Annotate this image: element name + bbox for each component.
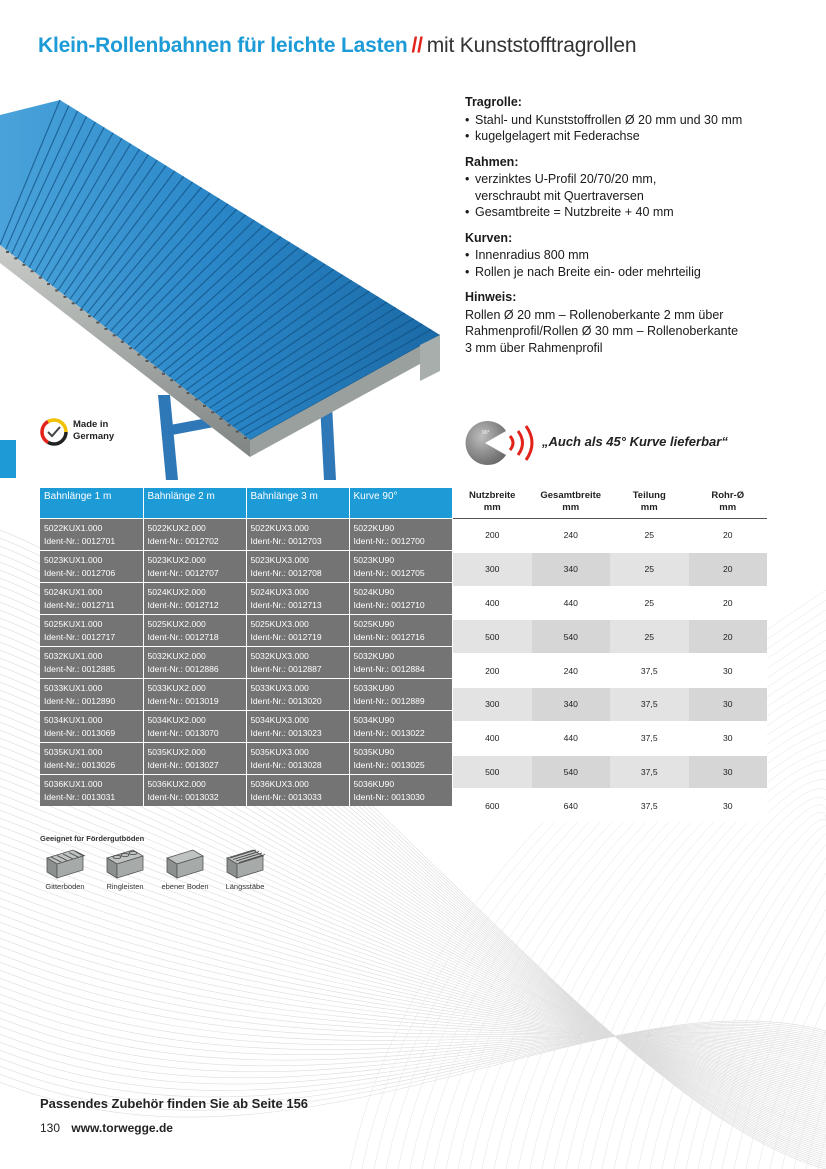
dimension-cell: 30 [689, 654, 768, 688]
article-cell [246, 775, 349, 807]
ident-number: Ident-Nr.: 0013031 [44, 791, 116, 802]
article-number: 5024KUX2.000 [147, 587, 206, 597]
conveyor-base-label: Gitterboden [45, 882, 85, 891]
dimension-cell: 300 [453, 552, 532, 586]
conveyor-base-item [36, 846, 94, 896]
page-footer [40, 1121, 173, 1135]
article-cell [349, 679, 452, 711]
dimension-cell: 37,5 [610, 755, 689, 789]
frame-hole [195, 399, 198, 401]
table-row [453, 586, 767, 620]
ident-number: Ident-Nr.: 0013025 [353, 759, 425, 770]
article-number: 5025KUX3.000 [250, 619, 309, 629]
article-cell [143, 583, 246, 615]
article-cell [246, 743, 349, 775]
col-header: Gesamtbreite mm [532, 488, 611, 519]
ident-number: Ident-Nr.: 0012701 [44, 535, 116, 546]
dimension-cell: 37,5 [610, 721, 689, 755]
dimension-cell: 500 [453, 755, 532, 789]
article-number: 5024KUX1.000 [44, 587, 103, 597]
table-row [453, 620, 767, 654]
article-number: 5034KUX2.000 [147, 715, 206, 725]
table-row [453, 552, 767, 586]
dimension-cell: 240 [532, 519, 611, 553]
article-number: 5034KU90 [353, 715, 395, 725]
website-link[interactable]: www.torwegge.de [71, 1121, 173, 1135]
spec-bullet: • Stahl- und Kunststoffrollen Ø 20 mm und 30 mm [465, 112, 810, 129]
dimension-cell: 300 [453, 687, 532, 721]
article-cell [40, 519, 143, 551]
col-header: Bahnlänge 3 m [246, 488, 349, 519]
article-number: 5035KU90 [353, 747, 395, 757]
ident-number: Ident-Nr.: 0012702 [147, 535, 219, 546]
article-cell [349, 583, 452, 615]
article-number: 5023KU90 [353, 555, 395, 565]
frame-hole [146, 360, 149, 362]
frame-hole [88, 315, 91, 317]
dimension-cell: 37,5 [610, 654, 689, 688]
table-row [453, 687, 767, 721]
article-cell [349, 551, 452, 583]
article-number: 5036KUX2.000 [147, 779, 206, 789]
article-number: 5022KUX2.000 [147, 523, 206, 533]
spec-note: Rollen Ø 20 mm – Rollenoberkante 2 mm über Rahmenprofil/Rollen Ø 30 mm – Rollenoberkante 3 mm über Rahmenprofil [465, 307, 739, 355]
article-cell [40, 647, 143, 679]
article-number: 5025KUX1.000 [44, 619, 103, 629]
article-cell [40, 775, 143, 807]
table-row [453, 721, 767, 755]
table-row [453, 755, 767, 789]
spec-heading: Tragrolle: [465, 95, 522, 109]
dimension-cell: 25 [610, 519, 689, 553]
article-number: 5023KUX1.000 [44, 555, 103, 565]
table-row [40, 551, 452, 583]
col-header: Rohr-Ø mm [689, 488, 768, 519]
ident-number: Ident-Nr.: 0013033 [250, 791, 322, 802]
ident-number: Ident-Nr.: 0013030 [353, 791, 425, 802]
ident-number: Ident-Nr.: 0012712 [147, 599, 219, 610]
article-number: 5025KU90 [353, 619, 395, 629]
ident-number: Ident-Nr.: 0012886 [147, 663, 219, 674]
ident-number: Ident-Nr.: 0013022 [353, 727, 425, 738]
col-header: Bahnlänge 1 m [40, 488, 143, 519]
article-cell [40, 551, 143, 583]
ident-number: Ident-Nr.: 0012703 [250, 535, 322, 546]
article-table-header-row [40, 488, 452, 519]
spec-bullet: • kugelgelagert mit Federachse [465, 128, 810, 145]
frame-hole [80, 309, 83, 311]
spec-block-kurven [465, 230, 810, 281]
article-number: 5035KUX1.000 [44, 747, 103, 757]
article-cell [349, 775, 452, 807]
article-cell [143, 551, 246, 583]
article-cell [143, 711, 246, 743]
dimension-cell: 20 [689, 552, 768, 586]
article-cell [349, 743, 452, 775]
frame-hole [96, 322, 99, 324]
article-number: 5032KUX1.000 [44, 651, 103, 661]
article-cell [246, 615, 349, 647]
article-cell [349, 615, 452, 647]
ident-number: Ident-Nr.: 0012887 [250, 663, 322, 674]
ident-number: Ident-Nr.: 0013069 [44, 727, 116, 738]
frame-hole [63, 296, 66, 298]
ident-number: Ident-Nr.: 0012885 [44, 663, 116, 674]
dimension-cell: 440 [532, 721, 611, 755]
ident-number: Ident-Nr.: 0012700 [353, 535, 425, 546]
longitudinal-bars-icon [223, 846, 267, 880]
conveyor-base-item [96, 846, 154, 896]
dimension-cell: 540 [532, 620, 611, 654]
dimension-cell: 340 [532, 687, 611, 721]
article-number: 5036KUX1.000 [44, 779, 103, 789]
article-cell [349, 647, 452, 679]
article-number: 5022KUX1.000 [44, 523, 103, 533]
frame-hole [228, 424, 231, 426]
ident-number: Ident-Nr.: 0012889 [353, 695, 425, 706]
article-number: 5033KUX2.000 [147, 683, 206, 693]
table-row [453, 519, 767, 553]
article-cell [349, 519, 452, 551]
ident-number: Ident-Nr.: 0012705 [353, 567, 425, 578]
dimension-cell: 20 [689, 519, 768, 553]
article-cell [349, 711, 452, 743]
spec-block-rahmen [465, 154, 810, 221]
dimension-table [453, 488, 767, 822]
article-cell [143, 679, 246, 711]
frame-hole [178, 386, 181, 388]
grid-floor-icon [43, 846, 87, 880]
dimension-cell: 30 [689, 687, 768, 721]
article-number-table [40, 488, 452, 806]
article-number: 5023KUX3.000 [250, 555, 309, 565]
made-in-germany-badge [38, 416, 148, 446]
dimension-cell: 30 [689, 721, 768, 755]
conveyor-base-label: ebener Boden [161, 882, 209, 891]
table-row [40, 583, 452, 615]
badge-line1: Made in [73, 419, 109, 430]
dimension-cell: 30 [689, 789, 768, 822]
spec-block-tragrolle [465, 94, 810, 145]
ident-number: Ident-Nr.: 0012706 [44, 567, 116, 578]
frame-hole [121, 341, 124, 343]
frame-hole [47, 283, 50, 285]
title-main: Klein-Rollenbahnen für leichte Lasten [38, 34, 408, 57]
frame-hole [6, 251, 9, 253]
article-cell [246, 679, 349, 711]
frame-hole [113, 334, 116, 336]
article-cell [40, 711, 143, 743]
table-row [40, 647, 452, 679]
dimension-cell: 540 [532, 755, 611, 789]
dimension-cell: 200 [453, 519, 532, 553]
ident-number: Ident-Nr.: 0012711 [44, 599, 115, 610]
conveyor-bases-title: Geeignet für Fördergutböden [40, 834, 145, 843]
frame-hole [219, 418, 222, 420]
conveyor-base-item [216, 846, 274, 896]
article-number: 5033KUX1.000 [44, 683, 103, 693]
title-sub: mit Kunststofftragrollen [426, 34, 637, 57]
table-row [40, 743, 452, 775]
article-number: 5024KUX3.000 [250, 587, 309, 597]
frame-hole [72, 302, 75, 304]
frame-hole [162, 373, 165, 375]
frame-hole [137, 354, 140, 356]
ident-number: Ident-Nr.: 0012890 [44, 695, 116, 706]
article-cell [246, 519, 349, 551]
article-number: 5036KUX3.000 [250, 779, 309, 789]
table-row [40, 711, 452, 743]
curve-45-icon [462, 420, 508, 466]
dimension-cell: 30 [689, 755, 768, 789]
dimension-cell: 200 [453, 654, 532, 688]
frame-hole [236, 431, 239, 433]
article-cell [143, 615, 246, 647]
spec-bullet: • Innenradius 800 mm [465, 247, 810, 264]
article-number: 5024KU90 [353, 587, 395, 597]
spec-block-hinweis [465, 289, 810, 356]
article-number: 5032KU90 [353, 651, 395, 661]
title-separator: // [411, 34, 423, 57]
ident-number: Ident-Nr.: 0012708 [250, 567, 322, 578]
ident-number: Ident-Nr.: 0013026 [44, 759, 116, 770]
spec-heading: Hinweis: [465, 290, 517, 304]
article-number: 5032KUX3.000 [250, 651, 309, 661]
chapter-tab [0, 440, 16, 478]
article-cell [143, 775, 246, 807]
article-cell [246, 551, 349, 583]
article-cell [246, 711, 349, 743]
spec-bullet: • Rollen je nach Breite ein- oder mehrteilig [465, 264, 810, 281]
article-number: 5022KU90 [353, 523, 395, 533]
dimension-table-header-row [453, 488, 767, 519]
article-number: 5036KU90 [353, 779, 395, 789]
ident-number: Ident-Nr.: 0013070 [147, 727, 219, 738]
article-number: 5025KUX2.000 [147, 619, 206, 629]
ident-number: Ident-Nr.: 0012717 [44, 631, 116, 642]
spec-bullet: • Gesamtbreite = Nutzbreite + 40 mm [465, 204, 810, 221]
article-cell [40, 615, 143, 647]
ident-number: Ident-Nr.: 0012718 [147, 631, 219, 642]
conveyor-base-item [156, 846, 214, 896]
article-cell [246, 647, 349, 679]
article-number: 5034KUX3.000 [250, 715, 309, 725]
frame-hole [129, 347, 132, 349]
article-number: 5023KUX2.000 [147, 555, 206, 565]
article-cell [40, 743, 143, 775]
frame-hole [244, 437, 247, 439]
spec-list [465, 94, 810, 365]
article-number: 5034KUX1.000 [44, 715, 103, 725]
ident-number: Ident-Nr.: 0012716 [353, 631, 425, 642]
article-cell [143, 519, 246, 551]
badge-line2: Germany [73, 431, 115, 442]
frame-hole [31, 270, 34, 272]
ident-number: Ident-Nr.: 0013019 [147, 695, 219, 706]
dimension-cell: 25 [610, 620, 689, 654]
ident-number: Ident-Nr.: 0013032 [147, 791, 219, 802]
col-header: Teilung mm [610, 488, 689, 519]
dimension-cell: 640 [532, 789, 611, 822]
dimension-cell: 340 [532, 552, 611, 586]
dimension-cell: 20 [689, 586, 768, 620]
spec-heading: Kurven: [465, 230, 513, 245]
ident-number: Ident-Nr.: 0012884 [353, 663, 425, 674]
dimension-cell: 20 [689, 620, 768, 654]
conveyor-base-label: Ringleisten [106, 882, 144, 891]
dimension-cell: 25 [610, 586, 689, 620]
frame-hole [22, 264, 25, 266]
frame-hole [154, 366, 157, 368]
dimension-cell: 440 [532, 586, 611, 620]
table-row [40, 615, 452, 647]
accessory-note: Passendes Zubehör finden Sie ab Seite 156 [40, 1096, 309, 1111]
table-row [453, 789, 767, 822]
page-title [38, 34, 636, 58]
ident-number: Ident-Nr.: 0013027 [147, 759, 219, 770]
frame-hole [170, 379, 173, 381]
frame-hole [104, 328, 107, 330]
dimension-cell: 400 [453, 721, 532, 755]
article-number: 5032KUX2.000 [147, 651, 206, 661]
ident-number: Ident-Nr.: 0012719 [250, 631, 322, 642]
germany-seal-icon [40, 418, 68, 446]
ident-number: Ident-Nr.: 0012710 [353, 599, 425, 610]
table-row [40, 519, 452, 551]
frame-hole [55, 289, 58, 291]
article-number: 5035KUX3.000 [250, 747, 309, 757]
spec-heading: Rahmen: [465, 154, 519, 169]
ident-number: Ident-Nr.: 0013020 [250, 695, 322, 706]
table-row [453, 654, 767, 688]
article-cell [40, 679, 143, 711]
frame-hole [14, 257, 17, 259]
conveyor-base-label: Längsstäbe [225, 882, 265, 891]
article-number: 5035KUX2.000 [147, 747, 206, 757]
article-cell [143, 647, 246, 679]
flat-floor-icon [163, 846, 207, 880]
frame-hole [39, 277, 42, 279]
ring-rail-icon [103, 846, 147, 880]
curve-callout [462, 420, 792, 466]
signal-waves-icon [506, 424, 542, 462]
article-cell [143, 743, 246, 775]
ident-number: Ident-Nr.: 0013028 [250, 759, 322, 770]
article-cell [40, 583, 143, 615]
frame-hole [187, 392, 190, 394]
svg-text:90°: 90° [482, 430, 490, 436]
conveyor-bases-list [36, 846, 276, 896]
dimension-cell: 37,5 [610, 687, 689, 721]
col-header: Nutzbreite mm [453, 488, 532, 519]
dimension-cell: 500 [453, 620, 532, 654]
ident-number: Ident-Nr.: 0012713 [250, 599, 322, 610]
col-header: Bahnlänge 2 m [143, 488, 246, 519]
ident-number: Ident-Nr.: 0012707 [147, 567, 219, 578]
dimension-cell: 240 [532, 654, 611, 688]
dimension-cell: 25 [610, 552, 689, 586]
table-row [40, 775, 452, 807]
frame-hole [211, 411, 214, 413]
article-number: 5022KUX3.000 [250, 523, 309, 533]
dimension-cell: 37,5 [610, 789, 689, 822]
dimension-cell: 400 [453, 586, 532, 620]
col-header: Kurve 90° [349, 488, 452, 519]
article-number: 5033KUX3.000 [250, 683, 309, 693]
table-row [40, 679, 452, 711]
ident-number: Ident-Nr.: 0013023 [250, 727, 322, 738]
article-cell [246, 583, 349, 615]
curve-callout-text: „Auch als 45° Kurve lieferbar“ [542, 434, 728, 449]
article-number: 5033KU90 [353, 683, 395, 693]
spec-bullet: • verzinktes U-Profil 20/70/20 mm, verschraubt mit Quertraversen [465, 171, 685, 204]
dimension-cell: 600 [453, 789, 532, 822]
frame-hole [203, 405, 206, 407]
page-number: 130 [40, 1121, 61, 1135]
